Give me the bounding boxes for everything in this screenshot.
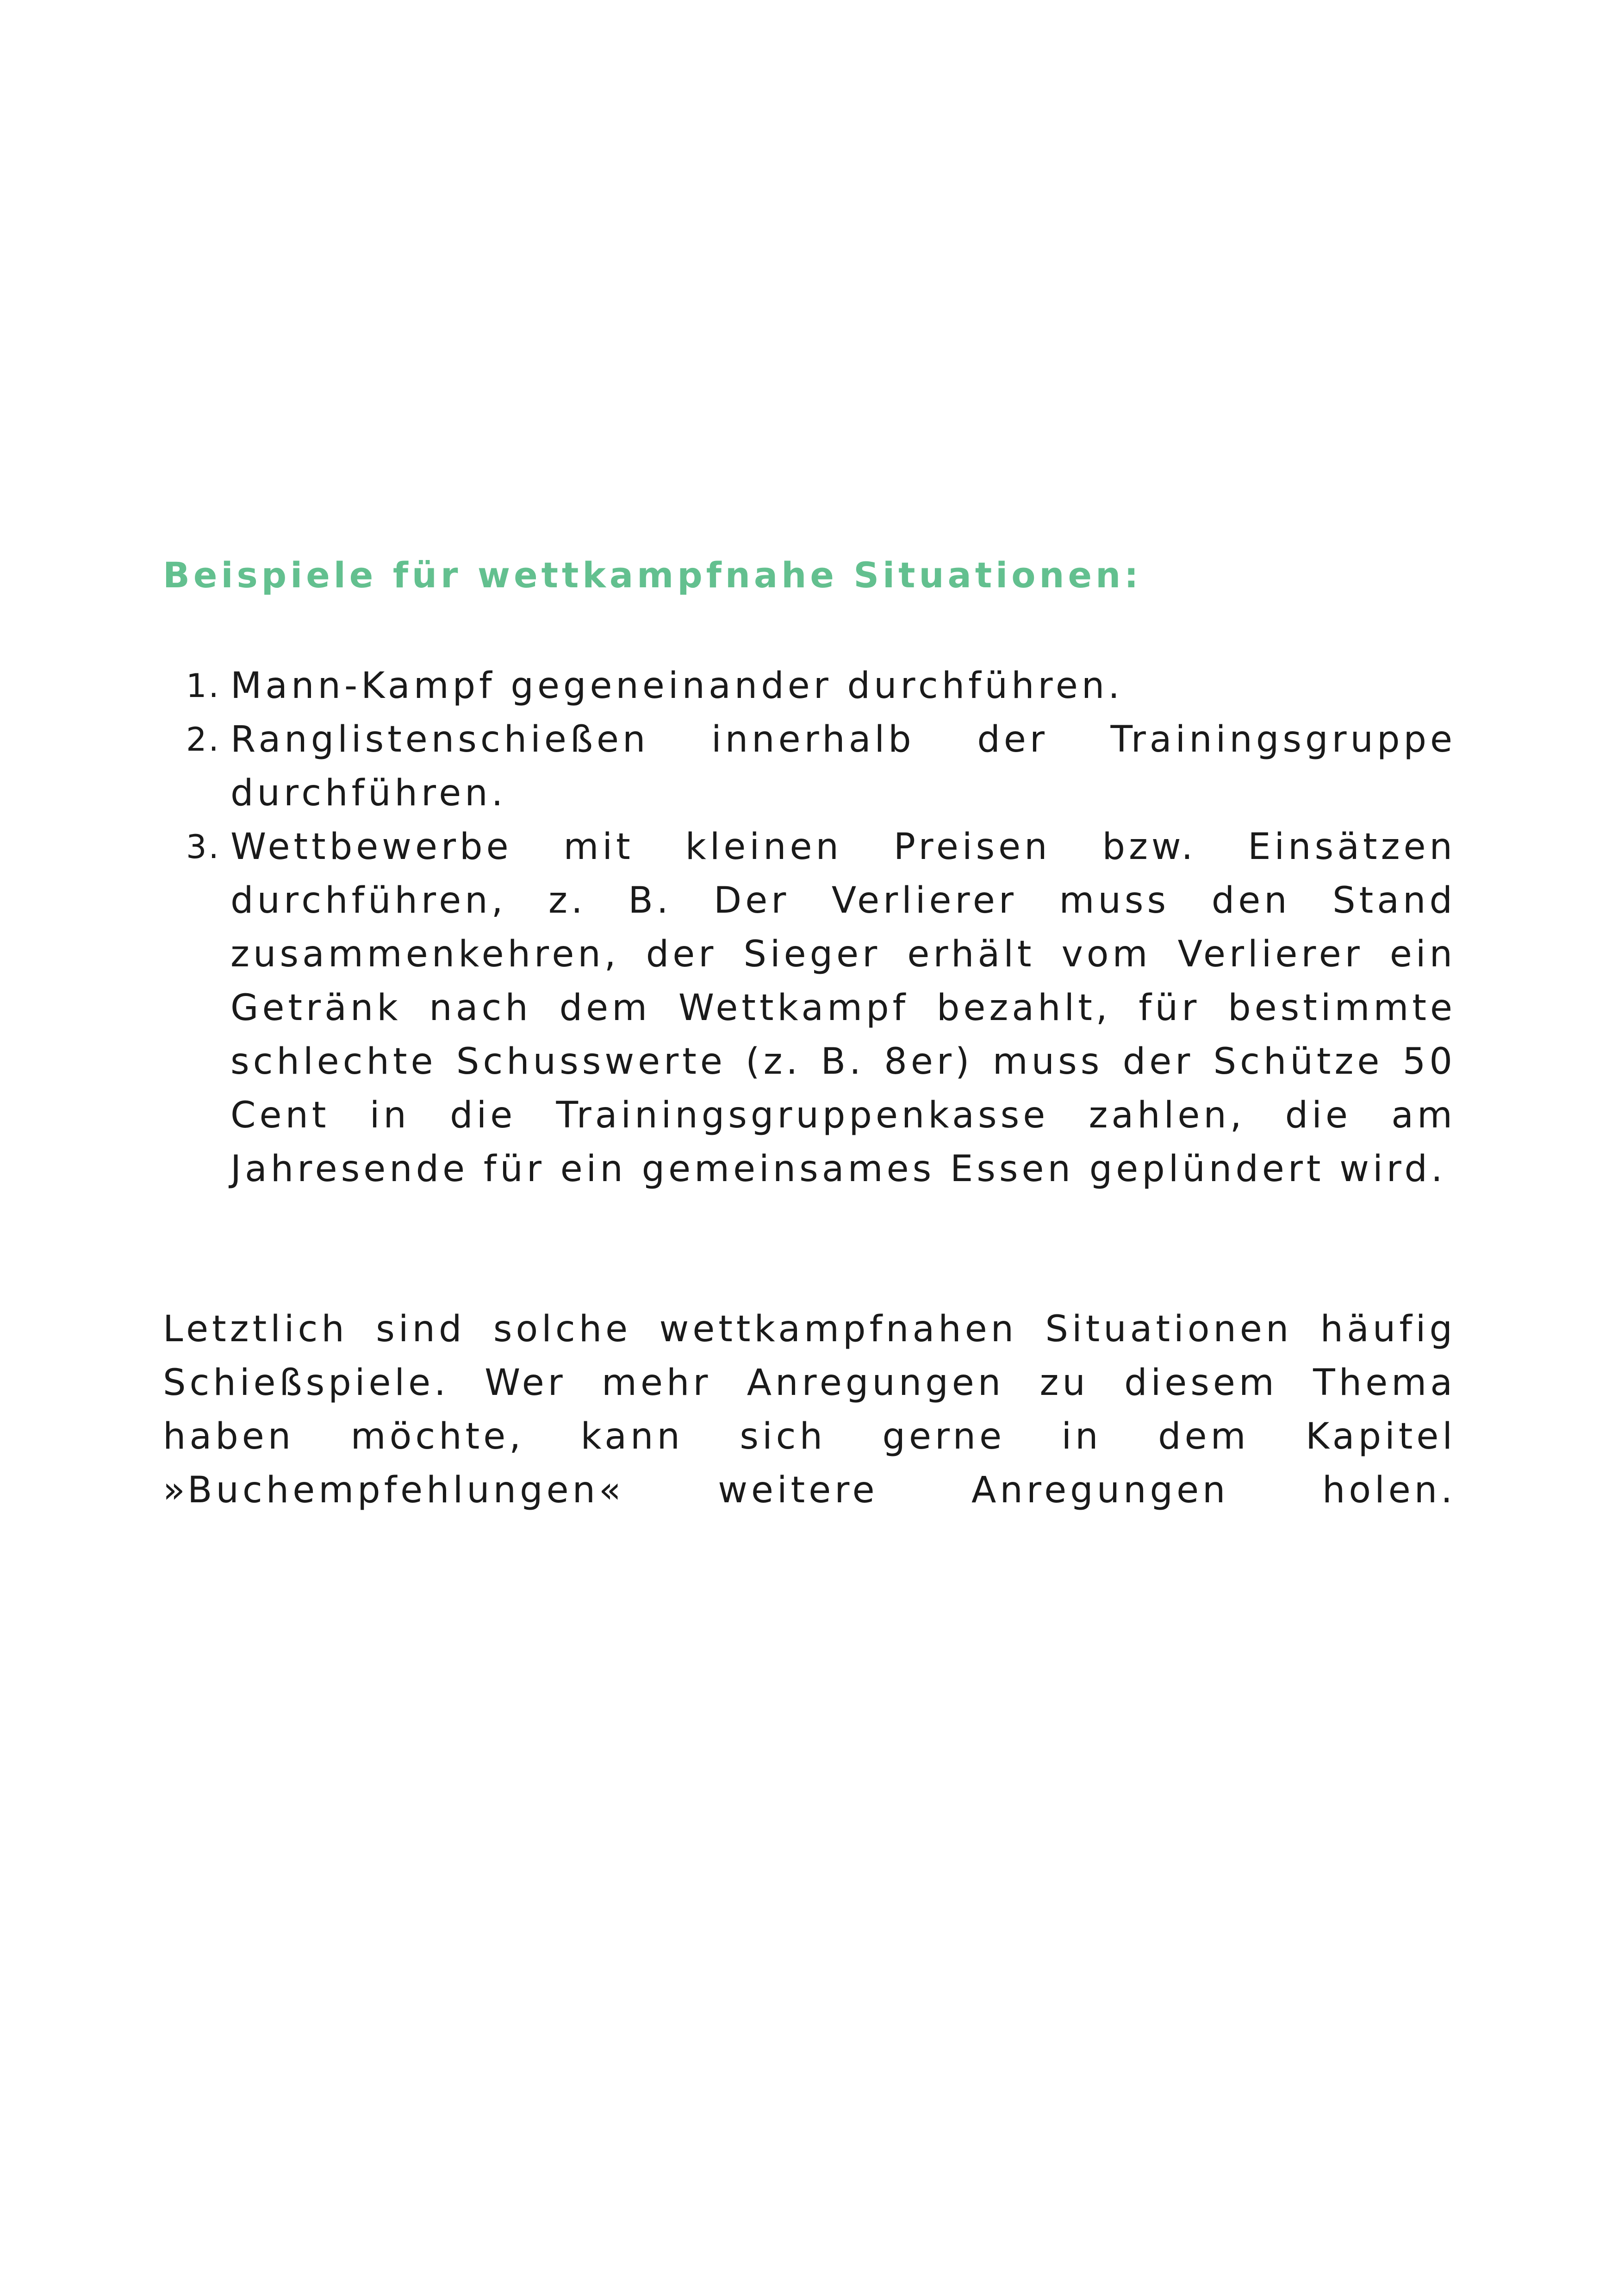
list-item (163, 820, 1456, 1196)
list-item-number: 3. (186, 828, 221, 866)
closing-paragraph: Letztlich sind solche wettkampfnahen Situationen häufig Schießspiele. Wer mehr Anregungen zu diesem Thema haben möchte, kann sich gerne in dem Kapitel »Buchempfehlungen« weitere Anregungen holen. (163, 1308, 1456, 1511)
list-item-number: 1. (186, 667, 221, 705)
list-item-text: Wettbewerbe mit kleinen Preisen bzw. Einsätzen durchführen, z. B. Der Verlierer muss den Stand zusammenkehren, der Sieger erhält vom Verlierer ein Getränk nach dem Wettkampf bezahlt, für bestimmte schlechte Schusswerte (z. B. 8er) muss der Schütze 50 Cent in die Trainingsgruppenkasse zahlen, die am Jahresende für ein gemeinsames Essen geplündert wird. (230, 826, 1456, 1190)
list-item-text: Ranglistenschießen innerhalb der Trainingsgruppe durchführen. (230, 719, 1456, 814)
list-item-number: 2. (186, 721, 221, 759)
list-item (163, 659, 1456, 713)
section-heading: Beispiele für wettkampfnahe Situationen: (163, 554, 1142, 596)
examples-list (163, 659, 1456, 1196)
list-item (163, 713, 1456, 820)
list-item-text: Mann-Kampf gegeneinander durchführen. (230, 665, 1124, 707)
